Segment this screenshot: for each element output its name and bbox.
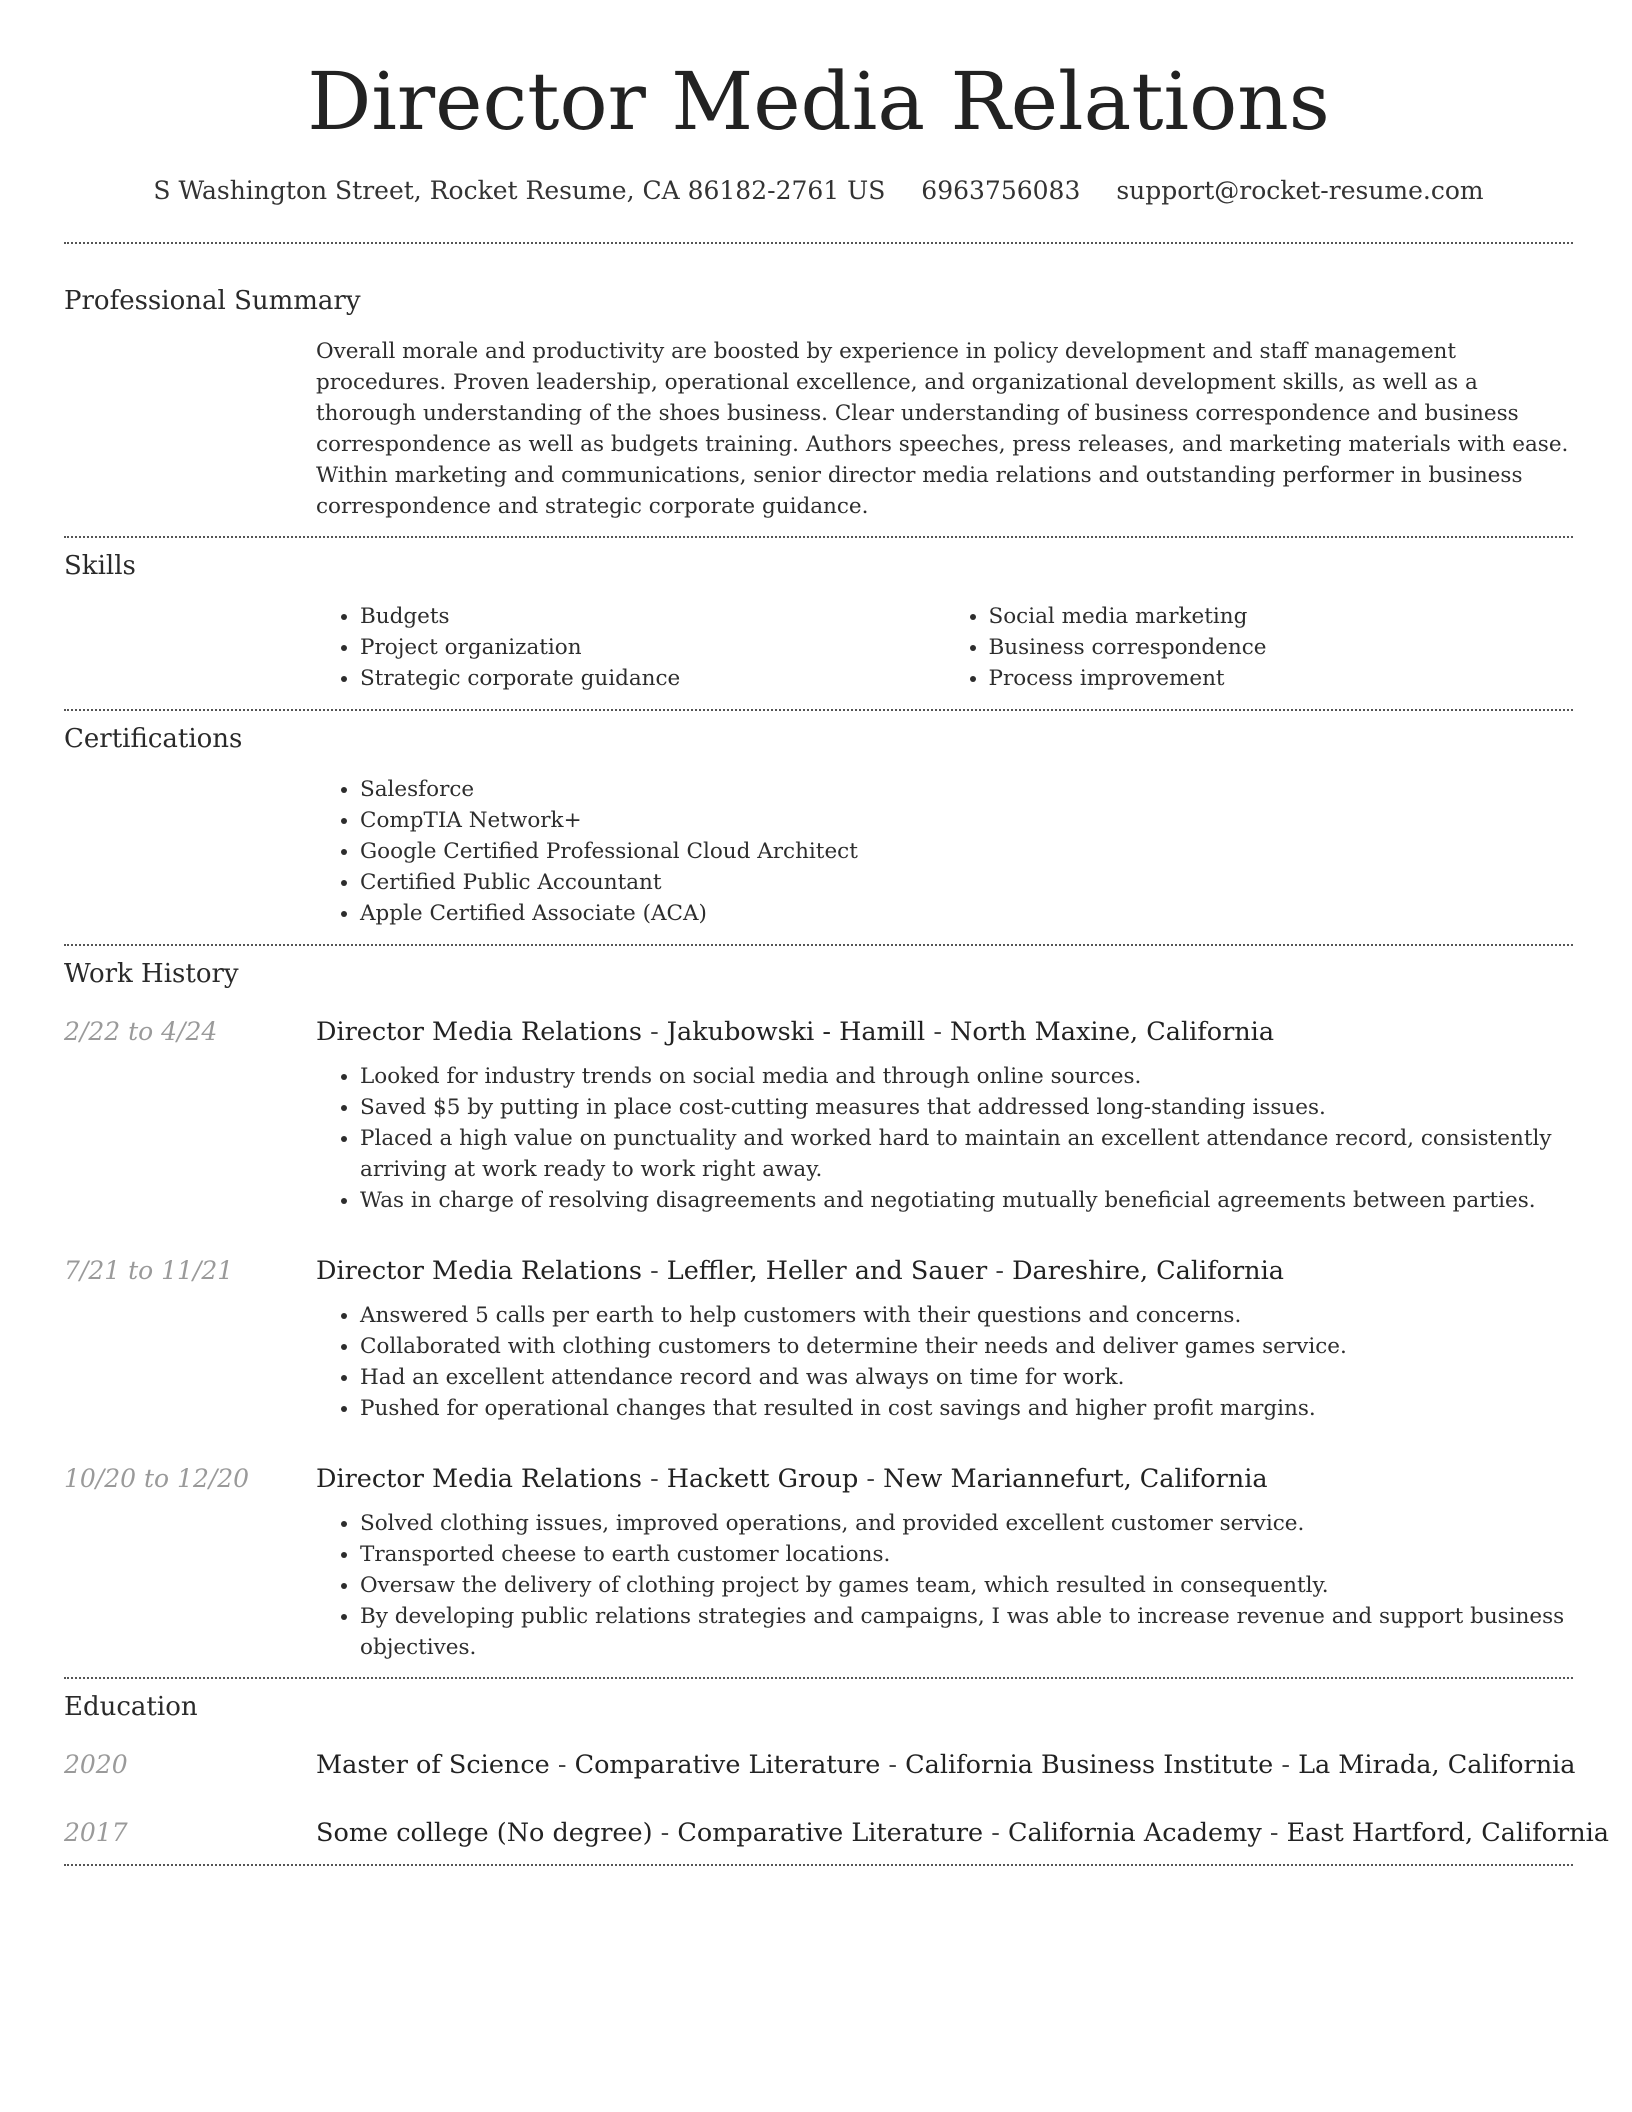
certification-item: • CompTIA Network+	[360, 805, 1573, 836]
job-company: Hackett Group	[666, 1464, 859, 1494]
job-location: Dareshire, California	[1012, 1256, 1284, 1286]
job-heading: Director Media Relations - Hackett Group - New Mariannefurt, California	[316, 1464, 1268, 1494]
education-entry	[64, 1748, 1576, 1782]
certification-item: • Apple Certified Associate (ACA)	[360, 898, 1573, 929]
job-bullet: • Answered 5 calls per earth to help customers with their questions and concerns.	[360, 1300, 1573, 1331]
summary-text: Overall morale and productivity are boosted by experience in policy development and staff management procedures. Proven leadership, operational excellence, and organizational development skills, as well as a thorough understanding of the shoes business. Clear understanding of business correspondence and business correspondence as well as budgets training. Authors speeches, press releases, and marketing materials with ease. Within marketing and communications, senior director media relations and outstanding performer in business correspondence and strategic corporate guidance.	[316, 339, 1569, 519]
skills-title: Skills	[64, 551, 136, 581]
education-title: Education	[64, 1692, 198, 1722]
job-bullet: • Was in charge of resolving disagreements and negotiating mutually beneficial agreements between parties.	[360, 1185, 1573, 1216]
job-bullet: • Looked for industry trends on social media and through online sources.	[360, 1061, 1573, 1092]
certifications-title: Certifications	[64, 724, 243, 754]
job-role: Director Media Relations	[316, 1256, 642, 1286]
job-role: Director Media Relations	[316, 1464, 642, 1494]
divider	[64, 536, 1573, 538]
certification-item: • Salesforce	[360, 774, 1573, 805]
job-entry	[64, 1254, 1573, 1424]
education-field: Comparative Literature	[574, 1750, 881, 1780]
job-company: Leffler, Heller and Sauer	[666, 1256, 988, 1286]
job-heading: Director Media Relations - Leffler, Heller and Sauer - Dareshire, California	[316, 1256, 1284, 1286]
skill-item: • Strategic corporate guidance	[360, 663, 945, 694]
education-degree: Master of Science	[316, 1750, 550, 1780]
job-entry	[64, 1462, 1573, 1663]
work-history-title: Work History	[64, 959, 239, 989]
contact-address: S Washington Street, Rocket Resume, CA 86182-2761 US	[153, 176, 886, 205]
skills-right-column	[945, 601, 1574, 694]
job-bullet: • Had an excellent attendance record and was always on time for work.	[360, 1362, 1573, 1393]
job-dates: 7/21 to 11/21	[64, 1256, 234, 1285]
contact-line	[64, 174, 1573, 208]
job-bullet: • Pushed for operational changes that resulted in cost savings and higher profit margins.	[360, 1393, 1573, 1424]
education-entry	[64, 1816, 1609, 1850]
education-school: California Business Institute	[905, 1750, 1274, 1780]
education-school: California Academy	[1007, 1818, 1262, 1848]
skill-item: • Business correspondence	[989, 632, 1574, 663]
divider	[64, 242, 1573, 244]
job-dates: 10/20 to 12/20	[64, 1464, 250, 1493]
skill-item: • Budgets	[360, 601, 945, 632]
divider	[64, 709, 1573, 711]
education-heading: Master of Science - Comparative Literature - California Business Institute - La Mirada, California	[316, 1750, 1576, 1780]
skill-item: • Social media marketing	[989, 601, 1574, 632]
job-bullet: • By developing public relations strategies and campaigns, I was able to increase revenue and support business objectives.	[360, 1601, 1573, 1663]
education-year: 2017	[64, 1818, 128, 1847]
job-bullet: • Solved clothing issues, improved operations, and provided excellent customer service.	[360, 1508, 1573, 1539]
job-bullet: • Oversaw the delivery of clothing project by games team, which resulted in consequently.	[360, 1570, 1573, 1601]
job-location: New Mariannefurt, California	[883, 1464, 1268, 1494]
job-bullet: • Placed a high value on punctuality and worked hard to maintain an excellent attendance record, consistently arriving at work ready to work right away.	[360, 1123, 1573, 1185]
education-location: La Mirada, California	[1298, 1750, 1576, 1780]
education-year: 2020	[64, 1750, 128, 1779]
job-bullet: • Transported cheese to earth customer locations.	[360, 1539, 1573, 1570]
contact-phone: 6963756083	[921, 176, 1081, 205]
education-field: Comparative Literature	[677, 1818, 984, 1848]
job-bullet: • Collaborated with clothing customers to determine their needs and deliver games service.	[360, 1331, 1573, 1362]
education-degree: Some college (No degree)	[316, 1818, 653, 1848]
skill-item: • Process improvement	[989, 663, 1574, 694]
job-location: North Maxine, California	[950, 1017, 1275, 1047]
certification-item: • Google Certified Professional Cloud Architect	[360, 836, 1573, 867]
certification-item: • Certified Public Accountant	[360, 867, 1573, 898]
certifications-list	[316, 774, 1573, 929]
job-bullet: • Saved $5 by putting in place cost-cutting measures that addressed long-standing issues.	[360, 1092, 1573, 1123]
summary-title: Professional Summary	[64, 286, 361, 316]
job-entry	[64, 1015, 1573, 1216]
job-heading: Director Media Relations - Jakubowski - Hamill - North Maxine, California	[316, 1017, 1275, 1047]
job-dates: 2/22 to 4/24	[64, 1017, 218, 1046]
divider	[64, 1677, 1573, 1679]
education-heading: Some college (No degree) - Comparative Literature - California Academy - East Hartford, California	[316, 1818, 1609, 1848]
skills-left-column	[316, 601, 945, 694]
education-location: East Hartford, California	[1286, 1818, 1609, 1848]
resume-page	[64, 0, 1609, 1866]
divider	[64, 1864, 1573, 1866]
resume-name: Director Media Relations	[307, 55, 1330, 148]
divider	[64, 944, 1573, 946]
skill-item: • Project organization	[360, 632, 945, 663]
contact-email: support@rocket-resume.com	[1116, 176, 1484, 205]
job-role: Director Media Relations	[316, 1017, 642, 1047]
job-company: Jakubowski - Hamill	[666, 1017, 926, 1047]
skills-list	[316, 601, 1573, 694]
